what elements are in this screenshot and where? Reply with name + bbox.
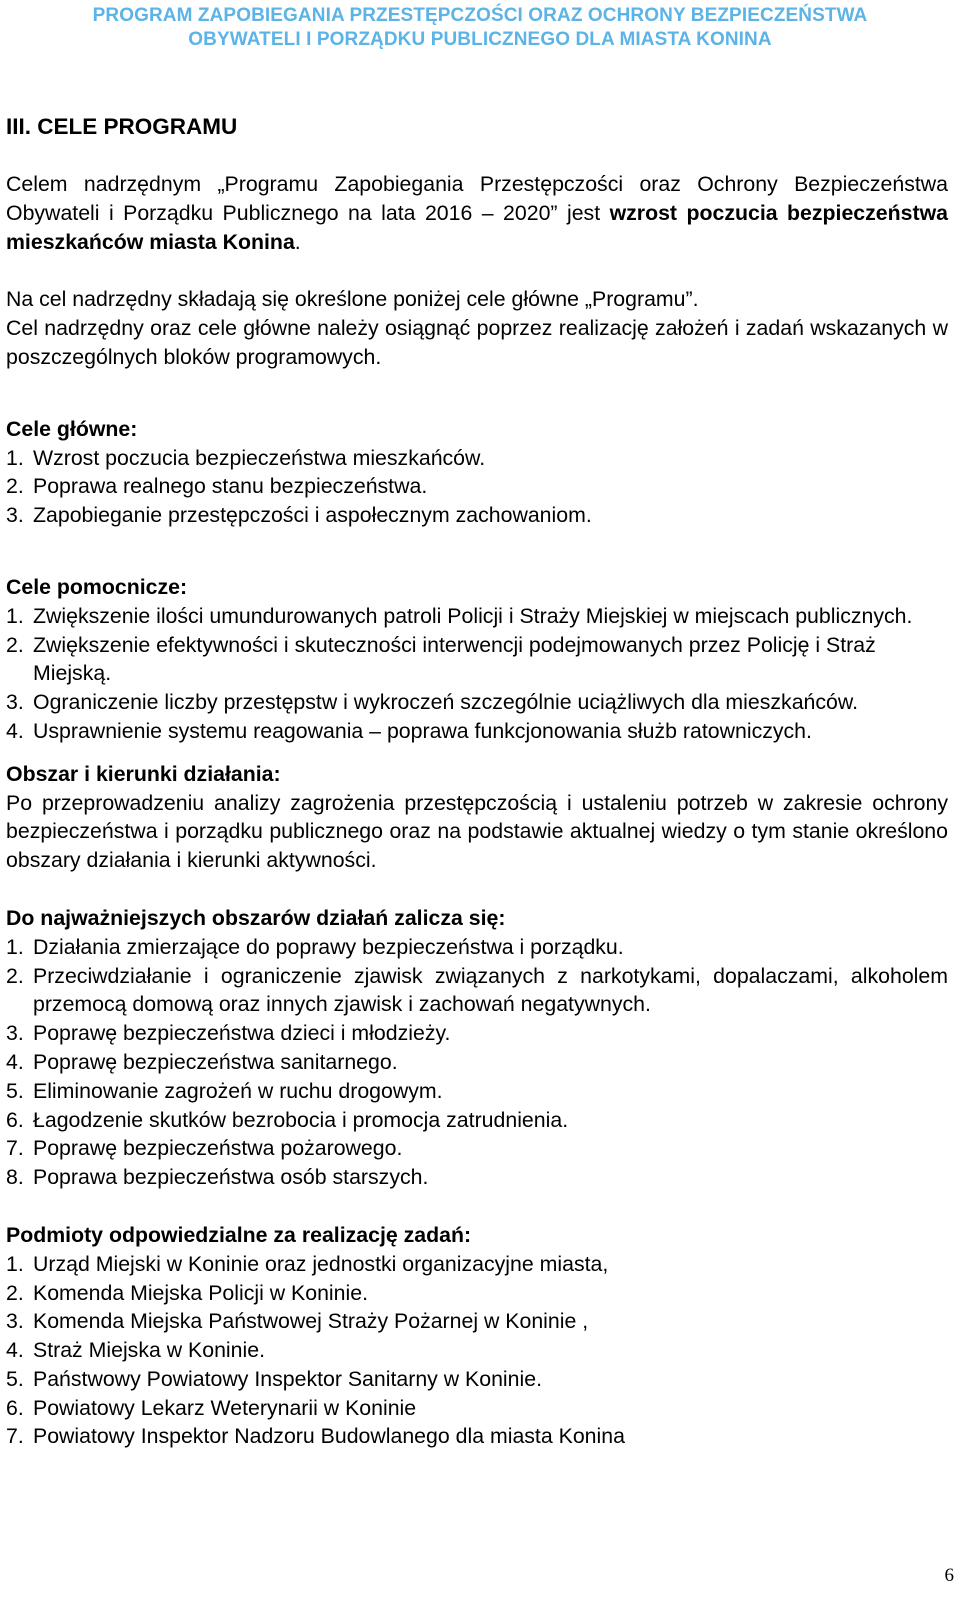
list-item-text: Komenda Miejska Państwowej Straży Pożarnej w Koninie , bbox=[33, 1309, 589, 1334]
list-item-number: 2. bbox=[6, 963, 24, 988]
areas-heading: Obszar i kierunki działania: bbox=[6, 761, 281, 786]
page-number: 6 bbox=[944, 1565, 954, 1586]
list-item-text: Przeciwdziałanie i ograniczenie zjawisk związanych z narkotykami, dopalaczami, alkoholem przemocą domową oraz innych zjawisk i zachowań negatywnych. bbox=[33, 963, 948, 1017]
list-item bbox=[6, 602, 948, 631]
list-item-text: Działania zmierzające do poprawy bezpieczeństwa i porządku. bbox=[33, 934, 624, 959]
list-item-number: 2. bbox=[6, 1280, 24, 1305]
responsible-list bbox=[6, 1250, 948, 1452]
header-line-2: OBYWATELI I PORZĄDKU PUBLICZNEGO DLA MIASTA KONINA bbox=[188, 29, 772, 50]
list-item-number: 3. bbox=[6, 1021, 24, 1046]
list-item-text: Zapobieganie przestępczości i aspołecznym zachowaniom. bbox=[33, 503, 592, 528]
list-item bbox=[6, 1134, 948, 1163]
document-header bbox=[0, 4, 960, 52]
list-item-number: 3. bbox=[6, 690, 24, 715]
goals-method-paragraph: Cel nadrzędny oraz cele główne należy osiągnąć poprzez realizację założeń i zadań wskazanych w poszczególnych bloków programowych. bbox=[6, 316, 948, 369]
list-item-number: 1. bbox=[6, 445, 24, 470]
list-item-number: 7. bbox=[6, 1136, 24, 1161]
intro-bold-text: wzrost poczucia bezpieczeństwa mieszkańców miasta Konina bbox=[6, 200, 948, 254]
list-item-number: 6. bbox=[6, 1107, 24, 1132]
list-item-text: Ograniczenie liczby przestępstw i wykroczeń szczególnie uciążliwych dla mieszkańców. bbox=[33, 690, 858, 715]
list-item bbox=[6, 1048, 948, 1077]
key-areas-list bbox=[6, 933, 948, 1192]
list-item bbox=[6, 501, 948, 530]
list-item-text: Poprawę bezpieczeństwa dzieci i młodzieży. bbox=[33, 1021, 451, 1046]
list-item-number: 3. bbox=[6, 503, 24, 528]
header-line-1: PROGRAM ZAPOBIEGANIA PRZESTĘPCZOŚCI ORAZ OCHRONY BEZPIECZEŃSTWA bbox=[92, 5, 868, 26]
list-item-text: Państwowy Powiatowy Inspektor Sanitarny w Koninie. bbox=[33, 1366, 543, 1391]
list-item-number: 5. bbox=[6, 1078, 24, 1103]
list-item-text: Usprawnienie systemu reagowania – poprawa funkcjonowania służb ratowniczych. bbox=[33, 718, 812, 743]
key-areas-heading: Do najważniejszych obszarów działań zalicza się: bbox=[6, 905, 506, 930]
list-item bbox=[6, 631, 948, 689]
document-body bbox=[6, 112, 948, 1451]
main-goals-list bbox=[6, 444, 948, 530]
list-item-number: 4. bbox=[6, 1049, 24, 1074]
list-item-number: 8. bbox=[6, 1165, 24, 1190]
list-item-text: Łagodzenie skutków bezrobocia i promocja zatrudnienia. bbox=[33, 1107, 569, 1132]
list-item-text: Eliminowanie zagrożeń w ruchu drogowym. bbox=[33, 1078, 443, 1103]
list-item-number: 7. bbox=[6, 1424, 24, 1449]
auxiliary-goals-list bbox=[6, 602, 948, 746]
goals-intro-line: Na cel nadrzędny składają się określone poniżej cele główne „Programu”. bbox=[6, 287, 699, 312]
section-title: III. CELE PROGRAMU bbox=[6, 114, 238, 139]
list-item bbox=[6, 1019, 948, 1048]
list-item bbox=[6, 933, 948, 962]
areas-paragraph: Po przeprowadzeniu analizy zagrożenia przestępczością i ustaleniu potrzeb w zakresie ochrony bezpieczeństwa i porządku publicznego oraz na podstawie aktualnej wiedzy o tym stanie określono obszary działania i kierunki aktywności. bbox=[6, 790, 948, 873]
list-item-number: 2. bbox=[6, 632, 24, 657]
list-item-text: Poprawa bezpieczeństwa osób starszych. bbox=[33, 1165, 429, 1190]
list-item-number: 4. bbox=[6, 1338, 24, 1363]
list-item bbox=[6, 444, 948, 473]
list-item bbox=[6, 1279, 948, 1308]
list-item-text: Zwiększenie ilości umundurowanych patroli Policji i Straży Miejskiej w miejscach publicznych. bbox=[33, 603, 913, 628]
list-item-text: Powiatowy Inspektor Nadzoru Budowlanego dla miasta Konina bbox=[33, 1424, 625, 1449]
intro-text-1: Celem nadrzędnym „Programu Zapobiegania Przestępczości oraz Ochrony Bezpieczeństwa Obywateli i Porządku Publicznego na lata 2016 – 2020” jest bbox=[6, 172, 948, 225]
list-item bbox=[6, 1336, 948, 1365]
list-item-text: Wzrost poczucia bezpieczeństwa mieszkańców. bbox=[33, 445, 486, 470]
list-item-number: 6. bbox=[6, 1395, 24, 1420]
list-item bbox=[6, 1106, 948, 1135]
list-item-text: Zwiększenie efektywności i skuteczności interwencji podejmowanych przez Policję i Straż Miejską. bbox=[33, 632, 876, 686]
list-item-text: Poprawę bezpieczeństwa sanitarnego. bbox=[33, 1049, 398, 1074]
list-item-text: Poprawę bezpieczeństwa pożarowego. bbox=[33, 1136, 403, 1161]
main-goals-heading: Cele główne: bbox=[6, 416, 138, 441]
list-item-number: 2. bbox=[6, 474, 24, 499]
list-item-text: Poprawa realnego stanu bezpieczeństwa. bbox=[33, 474, 428, 499]
list-item bbox=[6, 717, 948, 746]
list-item bbox=[6, 688, 948, 717]
list-item-text: Urząd Miejski w Koninie oraz jednostki organizacyjne miasta, bbox=[33, 1251, 609, 1276]
list-item bbox=[6, 1422, 948, 1451]
list-item-text: Powiatowy Lekarz Weterynarii w Koninie bbox=[33, 1395, 417, 1420]
list-item-number: 5. bbox=[6, 1366, 24, 1391]
list-item bbox=[6, 1250, 948, 1279]
list-item bbox=[6, 962, 948, 1020]
list-item-text: Straż Miejska w Koninie. bbox=[33, 1338, 265, 1363]
list-item bbox=[6, 1307, 948, 1336]
auxiliary-goals-heading: Cele pomocnicze: bbox=[6, 574, 188, 599]
responsible-heading: Podmioty odpowiedzialne za realizację zadań: bbox=[6, 1222, 472, 1247]
intro-paragraph bbox=[6, 170, 948, 256]
intro-text-2: . bbox=[294, 229, 301, 254]
list-item-number: 1. bbox=[6, 603, 24, 628]
list-item-number: 1. bbox=[6, 934, 24, 959]
list-item-number: 3. bbox=[6, 1309, 24, 1334]
list-item bbox=[6, 1365, 948, 1394]
list-item-number: 4. bbox=[6, 718, 24, 743]
list-item bbox=[6, 472, 948, 501]
list-item bbox=[6, 1163, 948, 1192]
list-item bbox=[6, 1394, 948, 1423]
list-item-number: 1. bbox=[6, 1251, 24, 1276]
list-item-text: Komenda Miejska Policji w Koninie. bbox=[33, 1280, 368, 1305]
list-item bbox=[6, 1077, 948, 1106]
